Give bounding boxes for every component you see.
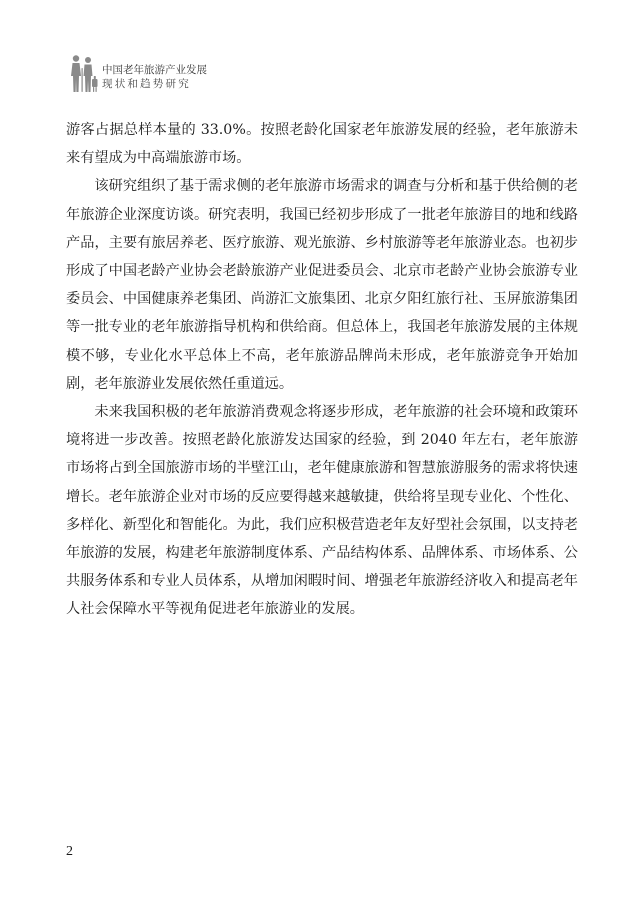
page-number: 2	[66, 844, 73, 859]
header-subtitle: 现状和趋势研究	[102, 78, 191, 90]
elderly-travelers-icon	[66, 54, 98, 94]
running-header	[66, 54, 286, 94]
header-title: 中国老年旅游产业发展	[102, 64, 207, 76]
body-text	[66, 116, 578, 624]
paragraph-research: 该研究组织了基于需求侧的老年旅游市场需求的调查与分析和基于供给侧的老年旅游企业深度访谈。研究表明，我国已经初步形成了一批老年旅游目的地和线路产品，主要有旅居养老、医疗旅游、观光旅游、乡村旅游等老年旅游业态。也初步形成了中国老龄产业协会老龄旅游产业促进委员会、北京市老龄产业协会旅游专业委员会、中国健康养老集团、尚游汇文旅集团、北京夕阳红旅行社、玉屏旅游集团等一批专业的老年旅游指导机构和供给商。但总体上，我国老年旅游发展的主体规模不够，专业化水平总体上不高，老年旅游品牌尚未形成，老年旅游竞争开始加剧，老年旅游业发展依然任重道远。	[66, 178, 578, 392]
paragraph-future: 未来我国积极的老年旅游消费观念将逐步形成，老年旅游的社会环境和政策环境将进一步改善。按照老龄化旅游发达国家的经验，到 2040 年左右，老年旅游市场将占到全国旅游市场的半壁江山，老年健康旅游和智慧旅游服务的需求将快速增长。老年旅游企业对市场的反应要得越来越敏捷，供给将呈现专业化、个性化、多样化、新型化和智能化。为此，我们应积极营造老年友好型社会氛围，以支持老年旅游的发展，构建老年旅游制度体系、产品结构体系、品牌体系、市场体系、公共服务体系和专业人员体系，从增加闲暇时间、增强老年旅游经济收入和提高老年人社会保障水平等视角促进老年旅游业的发展。	[66, 404, 578, 618]
paragraph-continuation: 游客占据总样本量的 33.0%。按照老龄化国家老年旅游发展的经验，老年旅游未来有望成为中高端旅游市场。	[66, 122, 578, 167]
header-text	[102, 63, 207, 91]
